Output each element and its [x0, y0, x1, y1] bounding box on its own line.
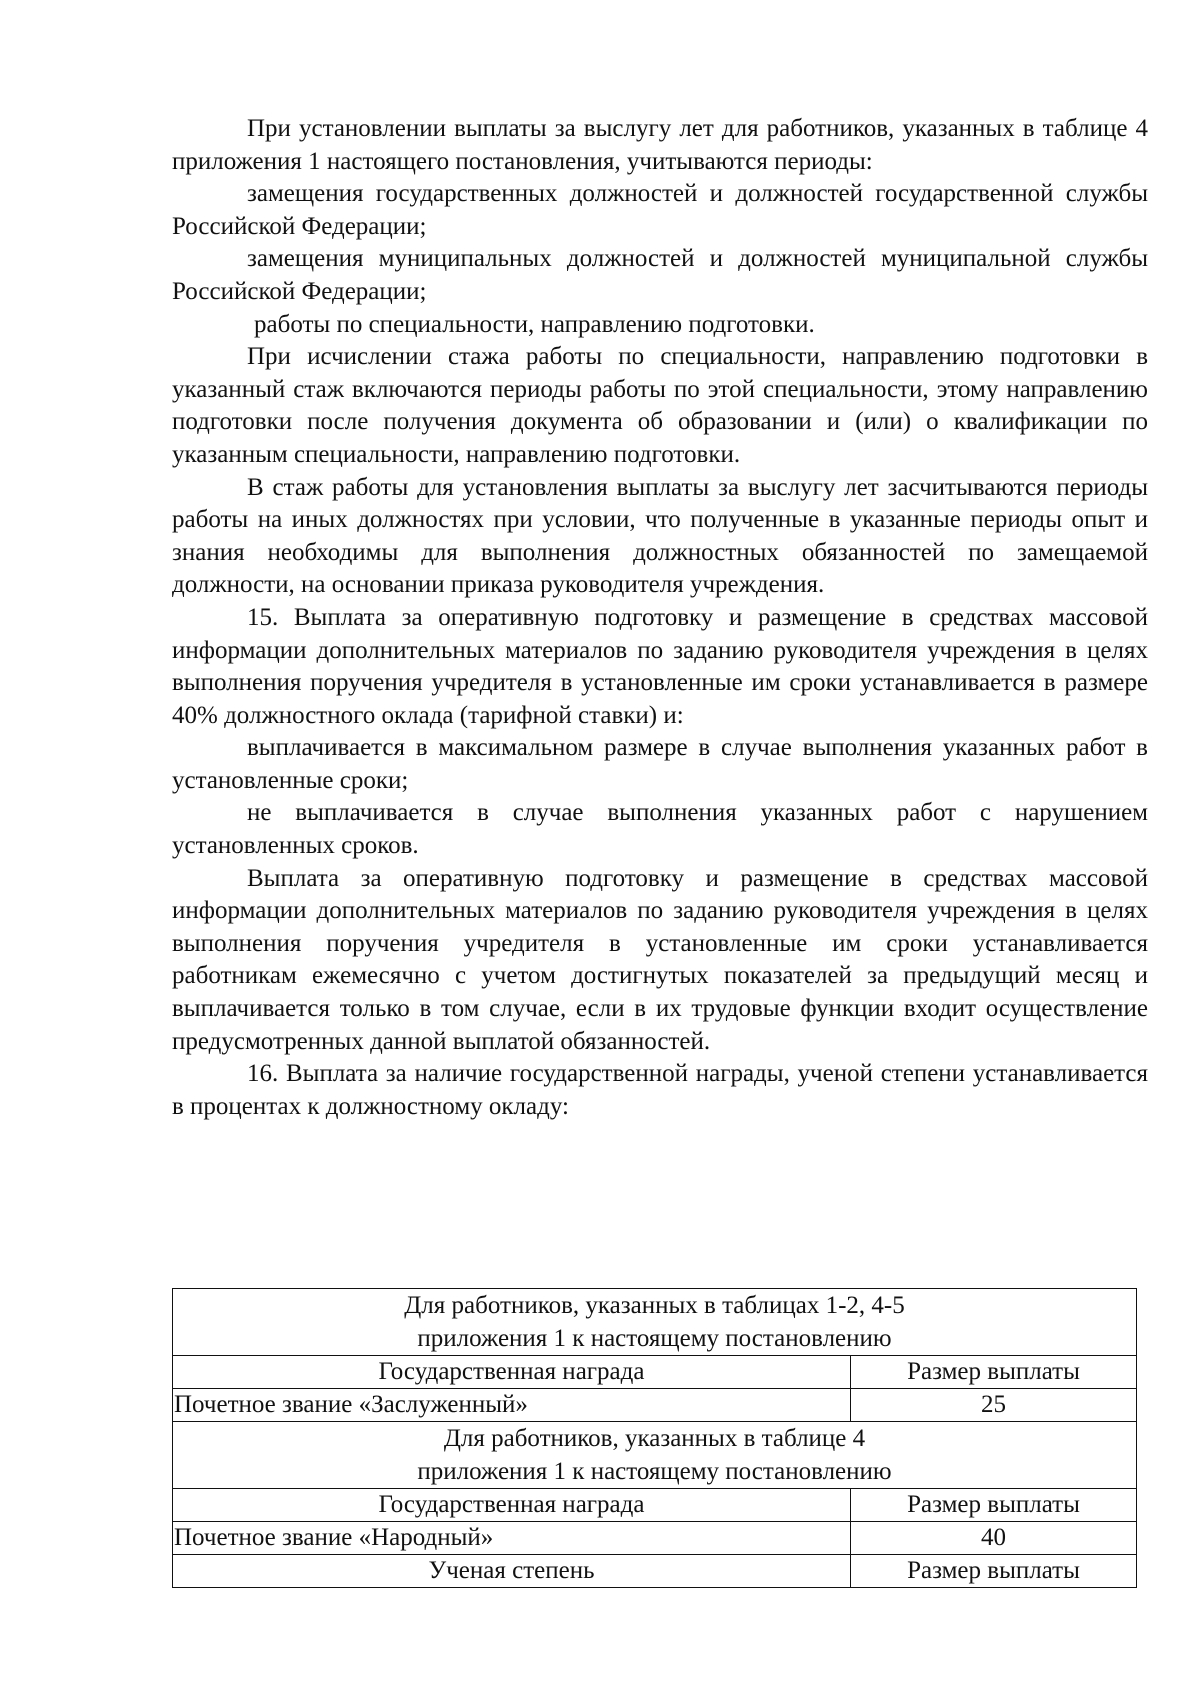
table-cell-amount: 25 [851, 1389, 1137, 1422]
table-header-cell: Государственная награда [173, 1356, 851, 1389]
paragraph-seniority-periods: При установлении выплаты за выслугу лет для работников, указанных в таблице 4 приложения 1 настоящего постановления, учитываются периоды: [172, 115, 1148, 175]
paragraph-item-15: 15. Выплата за оперативную подготовку и размещение в средствах массовой информации дополнительных материалов по заданию руководителя учреждения в целях выполнения поручения учредителя в установленные им сроки устанавливается в размере 40% должностного оклада (тарифной ставки) и: [172, 603, 1148, 729]
paragraph-state-service: замещения государственных должностей и должностей государственной службы Российской Федерации; [172, 180, 1148, 240]
award-payment-table [172, 1288, 1137, 1588]
table-row [173, 1389, 1137, 1422]
paragraph-specialty-work: работы по специальности, направлению подготовки. [254, 310, 815, 338]
table-header-row [173, 1356, 1137, 1389]
section-title-line: Для работников, указанных в таблицах 1-2, 4-5 [404, 1292, 905, 1319]
table-cell-award: Почетное звание «Народный» [173, 1522, 851, 1555]
table-header-cell: Ученая степень [173, 1555, 851, 1588]
paragraph-monthly-payment: Выплата за оперативную подготовку и размещение в средствах массовой информации дополнительных материалов по заданию руководителя учреждения в целях выполнения поручения учредителя в установленные им сроки устанавливается работникам ежемесячно с учетом достигнутых показателей за предыдущий месяц и выплачивается только в том случае, если в их трудовые функции входит осуществление предусмотренных данной выплатой обязанностей. [172, 864, 1148, 1055]
section-title-line: приложения 1 к настоящему постановлению [417, 1458, 892, 1485]
table-section-row [173, 1422, 1137, 1489]
table-section-title [173, 1422, 1137, 1489]
table-header-cell: Размер выплаты [851, 1356, 1137, 1389]
document-body [172, 113, 1148, 1123]
paragraph-paid-maximum: выплачивается в максимальном размере в случае выполнения указанных работ в установленные сроки; [172, 734, 1148, 794]
table-header-row [173, 1555, 1137, 1588]
table-header-cell: Размер выплаты [851, 1489, 1137, 1522]
table-section-title [173, 1289, 1137, 1356]
section-title-line: Для работников, указанных в таблице 4 [443, 1425, 866, 1452]
paragraph-item-16: 16. Выплата за наличие государственной награды, ученой степени устанавливается в процентах к должностному окладу: [172, 1060, 1148, 1120]
table-cell-award: Почетное звание «Заслуженный» [173, 1389, 851, 1422]
table-section-row [173, 1289, 1137, 1356]
paragraph-municipal-service: замещения муниципальных должностей и должностей муниципальной службы Российской Федерации; [172, 245, 1148, 305]
table-row [173, 1522, 1137, 1555]
section-title-line: приложения 1 к настоящему постановлению [417, 1325, 892, 1352]
table-header-row [173, 1489, 1137, 1522]
paragraph-not-paid: не выплачивается в случае выполнения указанных работ с нарушением установленных сроков. [172, 799, 1148, 860]
table-header-cell: Размер выплаты [851, 1555, 1137, 1588]
table-header-cell: Государственная награда [173, 1489, 851, 1522]
table-cell-amount: 40 [851, 1522, 1137, 1555]
paragraph-specialty-experience: При исчислении стажа работы по специальности, направлению подготовки в указанный стаж включаются периоды работы по этой специальности, этому направлению подготовки после получения документа об образовании и (или) о квалификации по указанным специальности, направлению подготовки. [172, 343, 1148, 468]
paragraph-other-positions: В стаж работы для установления выплаты за выслугу лет засчитываются периоды работы на иных должностях при условии, что полученные в указанные периоды опыт и знания необходимы для выполнения должностных обязанностей по замещаемой должности, на основании приказа руководителя учреждения. [172, 473, 1148, 599]
